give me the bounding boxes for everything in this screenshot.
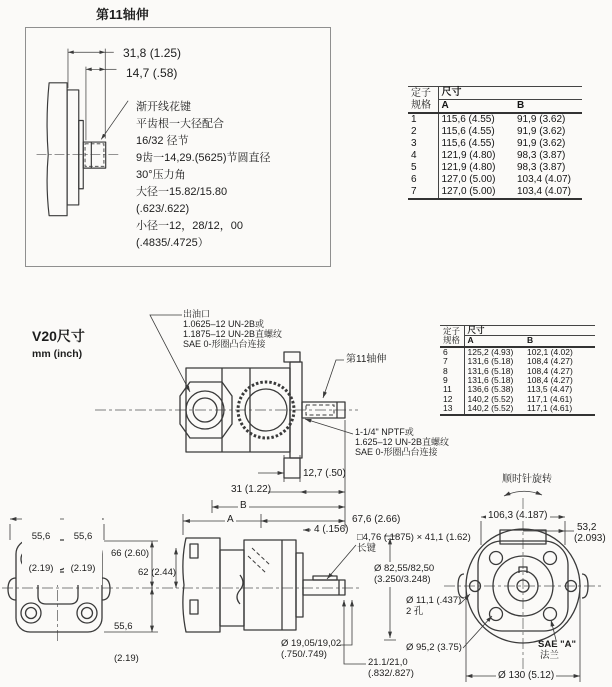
callout-line: SAE 0-形圈凸台连接 [355, 447, 438, 457]
key-label: 长键 [357, 543, 377, 554]
table-row: 8 131,6 (5.18) 108,4 (4.27) [440, 367, 595, 376]
table-row: 3 115,6 (4.55) 91,9 (3.62) [408, 138, 582, 150]
shaft-extension-callout: 第11轴伸 [346, 354, 387, 365]
dim-4: 4 (.156) [314, 524, 349, 535]
dim-a: A [227, 514, 234, 525]
note-line: 9齿一14,29.(5625)节圆直径 [136, 152, 271, 164]
table-row: 6 125,2 (4.93) 102,1 (4.02) [440, 347, 595, 357]
dim-21-mm: 21.1/21,0 [368, 657, 408, 668]
shaft-extension-detail-box [25, 27, 331, 267]
col-a-header: A [438, 100, 514, 114]
table-row: 2 115,6 (4.55) 91,9 (3.62) [408, 126, 582, 138]
table-row: 1 115,6 (4.55) 91,9 (3.62) [408, 113, 582, 126]
dim-shaft-length: 31,8 (1.25) [123, 46, 182, 60]
flange-label-sae: SAE "A" [538, 639, 577, 650]
note-line: 渐开线花键 [136, 101, 191, 113]
note-line: 小径一12，28/12，00 [136, 220, 243, 232]
callout-line: 1.1875–12 UN-2B直螺纹 [183, 329, 283, 339]
inlet-port-callout [355, 427, 449, 457]
dim-130: Ø 130 (5.12) [498, 670, 555, 681]
dim-55-right: 55,6 (2.19) [64, 511, 102, 585]
units-label: mm (inch) [32, 348, 83, 360]
dim-11-mm: Ø 11,1 (.437) [406, 595, 462, 606]
note-line: 平齿根一大径配合 [136, 118, 224, 130]
shaft-extension-drawing [26, 28, 330, 266]
callout-line: 1.0625–12 UN-2B或 [183, 319, 265, 329]
dim-19-mm: Ø 19,05/19,02 [281, 638, 342, 649]
dim-106: 106,3 (4.187) [488, 510, 548, 521]
rotation-label: 顺时针旋转 [502, 474, 552, 485]
table-row: 11 136,6 (5.38) 113,5 (4.47) [440, 385, 595, 394]
size-header: 尺寸 [464, 326, 595, 336]
dim-95: Ø 95,2 (3.75) [406, 642, 462, 653]
col-b-header: B [514, 100, 582, 114]
note-line: 30°压力角 [136, 169, 186, 181]
dim-55-left: 55,6 (2.19) [22, 511, 60, 585]
section-title: V20尺寸 [32, 328, 85, 344]
dim-53-in: (2.093) [574, 533, 606, 544]
stator-size-table-1 [408, 86, 582, 200]
spec-header: 定子 规格 [440, 326, 464, 347]
dim-11-holes: 2 孔 [406, 606, 424, 617]
dim-82-in: (3.250/3.248) [374, 574, 431, 585]
size-header: 尺寸 [438, 87, 582, 100]
callout-line: 出油口 [183, 309, 211, 319]
outlet-port-callout [183, 309, 282, 349]
dim-b: B [240, 500, 247, 511]
spec-header: 定子 规格 [408, 87, 438, 114]
flange-label-cn: 法兰 [540, 650, 560, 661]
callout-line: 1-1/4" NPTF或 [355, 427, 414, 437]
table-row: 13 140,2 (5.52) 117,1 (4.61) [440, 404, 595, 414]
dim-66: 66 (2.60) [111, 548, 150, 559]
note-line: 大径一15.82/15.80 [136, 186, 228, 198]
shaft-extension-title: 第11轴伸 [96, 7, 149, 22]
dim-55-bottom: 55,6 (2.19) [114, 621, 139, 664]
table-row: 12 140,2 (5.52) 117,1 (4.61) [440, 395, 595, 404]
dim-62: 62 (2.44) [138, 567, 177, 578]
table-row: 7 131,6 (5.18) 108,4 (4.27) [440, 357, 595, 366]
dim-spline-length: 14,7 (.58) [126, 66, 178, 80]
key-spec: □4,76 (.1875) × 41,1 (1.62) [357, 532, 471, 543]
col-a-header: A [464, 336, 524, 347]
dim-12-7: 12,7 (.50) [303, 468, 346, 479]
dim-82-mm: Ø 82,55/82,50 [374, 563, 435, 574]
table-row: 5 121,9 (4.80) 98,3 (3.87) [408, 162, 582, 174]
col-b-header: B [524, 336, 595, 347]
dim-67-6: 67,6 (2.66) [352, 514, 401, 525]
table-row: 9 131,6 (5.18) 108,4 (4.27) [440, 376, 595, 385]
table-row: 4 121,9 (4.80) 98,3 (3.87) [408, 150, 582, 162]
table-row: 7 127,0 (5.00) 103,4 (4.07) [408, 186, 582, 199]
note-line: (.623/.622) [136, 203, 190, 215]
stator-size-table-2 [440, 325, 595, 416]
note-line: (.4835/.4725） [136, 237, 209, 249]
dim-53-mm: 53,2 [577, 522, 597, 533]
dim-21-in: (.832/.827) [368, 668, 414, 679]
callout-line: 1.625–12 UN-2B直螺纹 [355, 437, 450, 447]
table-row: 6 127,0 (5.00) 103,4 (4.07) [408, 174, 582, 186]
callout-line: SAE 0-形圈凸台连接 [183, 339, 266, 349]
note-line: 16/32 径节 [136, 135, 189, 147]
dim-19-in: (.750/.749) [281, 649, 327, 660]
dim-31: 31 (1.22) [231, 484, 272, 495]
